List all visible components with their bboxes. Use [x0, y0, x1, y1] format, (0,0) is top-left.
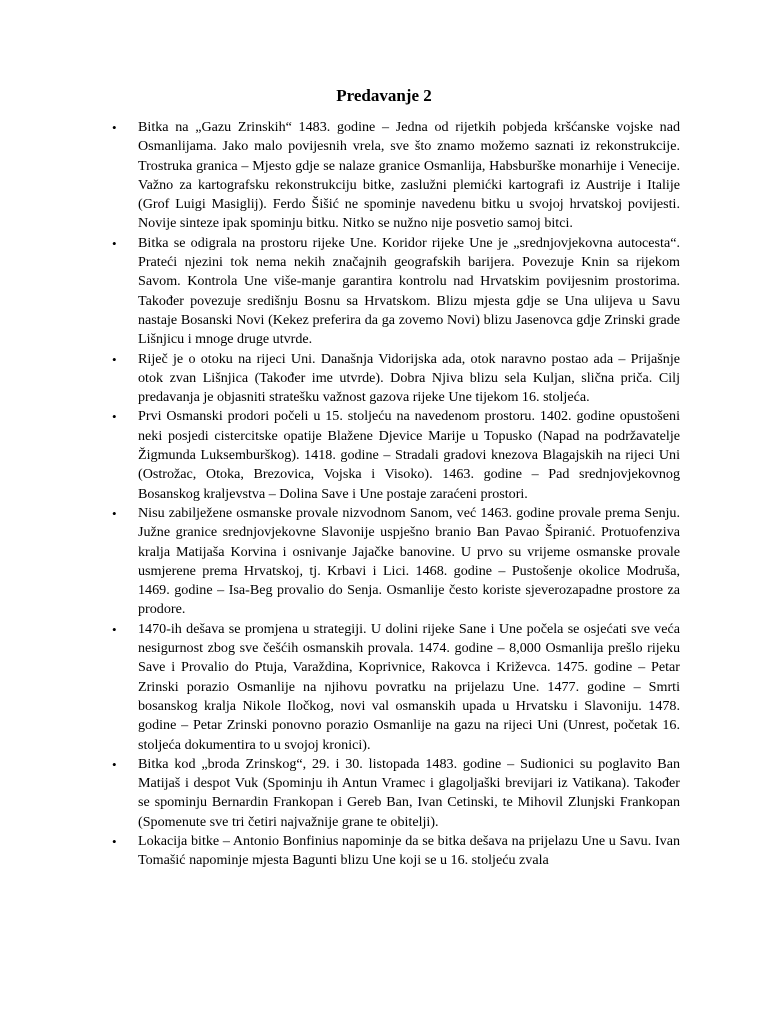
- bullet-icon: •: [112, 120, 117, 135]
- bullet-icon: •: [112, 235, 117, 251]
- bullet-icon: •: [112, 409, 117, 425]
- paragraph-text: Riječ je o otoku na rijeci Uni. Današnja Vidorijska ada, otok naravno postao ada – Prijašnje otok zvan Lišnjica (Također ime utvrde). Dobra Njiva blizu sela Kuljan, slična priča. Cilj predavanja je objasniti stratešku važnost gazova rijeke Une tijekom 16. stoljeća.: [138, 350, 680, 406]
- bullet-icon: •: [112, 833, 117, 849]
- paragraph-text: Bitka kod „broda Zrinskog“, 29. i 30. listopada 1483. godine – Sudionici su poglavito Ban Matijaš i despot Vuk (Spominju ih Antun Vramec i glagoljaški brevijari iz Vatikana). Također se spominju Bernardin Frankopan i Gereb Ban, Ivan Cetinski, te Mihovil Zlunjski Frankopan (Spomenute sve tri četiri najvažnije grane te obitelji).: [138, 755, 680, 830]
- paragraph-text: Lokacija bitke – Antonio Bonfinius napominje da se bitka dešava na prijelazu Une u Savu. Ivan Tomašić napominje mjesta Bagunti blizu Une koji se u 16. stoljeću zvala: [138, 832, 680, 869]
- list-item: [108, 118, 680, 234]
- list-item: [108, 755, 680, 832]
- paragraph-text: Prvi Osmanski prodori počeli u 15. stoljeću na navedenom prostoru. 1402. godine opustošeni neki posjedi cistercitske opatije Blažene Djevice Marije u Topusko (Napad na podržavatelje Žigmunda Luksemburškog). 1418. godine – Stradali gradovi knezova Blagajskih na rijeci Uni (Ostrožac, Otoka, Brezovica, Vojska i Visoko). 1463. godine – Pad srednjovjekovnog Bosanskog kraljevstva – Dolina Save i Une postaje zaraćeni prostori.: [138, 408, 680, 502]
- list-item: [108, 350, 680, 408]
- lecture-bullet-list: [108, 118, 680, 871]
- page-title-text: Predavanje 2: [336, 86, 432, 105]
- list-item: [108, 832, 680, 871]
- bullet-icon: •: [112, 621, 117, 637]
- list-item: [108, 234, 680, 350]
- bullet-icon: •: [112, 756, 117, 772]
- list-item: [108, 504, 680, 620]
- bullet-icon: •: [112, 351, 117, 367]
- page-title: [0, 84, 768, 108]
- paragraph-text: 1470-ih dešava se promjena u strategiji. U dolini rijeke Sane i Une počela se osjećati sve veća nesigurnost zbog sve češćih osmanskih provala. 1474. godine – 8,000 Osmanlija prešlo rijeku Save i Provalio do Ptuja, Varaždina, Koprivnice, Rakovca i Križevca. 1475. godine – Petar Zrinski porazio Osmanlije na njihovu povratku na prijelazu Une. 1477. godine – Smrti bosanskog kralja Nikole Iločkog, novi val osmanskih upada u Hrvatsku i Slavoniju. 1478. godine – Petar Zrinski ponovno porazio Osmanlije na gazu na rijeci Uni (Unrest, početak 16. stoljeća dokumentira to u svojoj kronici).: [138, 620, 680, 753]
- paragraph-text: Bitka se odigrala na prostoru rijeke Une. Koridor rijeke Une je „srednjovjekovna autocesta“. Prateći njezini tok nema nekih značajnih geografskih barijera. Povezuje Knin sa rijekom Savom. Kontrola Une više-manje garantira kontrolu nad Hrvatskim povijesnim prostorima. Također povezuje središnju Bosnu sa Hrvatskom. Blizu mjesta gdje se Una ulijeva u Savu nastaje Bosanski Novi (Kekez preferira da ga zovemo Novi) blizu Jasenovca gdje Zrinski grade Lišnjicu i mnoge druge utvrde.: [138, 234, 680, 348]
- list-item: [108, 620, 680, 755]
- list-item: [108, 407, 680, 503]
- bullet-icon: •: [112, 505, 117, 521]
- paragraph-text: Bitka na „Gazu Zrinskih“ 1483. godine – Jedna od rijetkih pobjeda kršćanske vojske nad Osmanlijama. Jako malo povijesnih vrela, sve što znamo možemo saznati iz rekonstrukcije. Trostruka granica – Mjesto gdje se nalaze granice Osmanlija, Habsburške monarhije i Venecije. Važno za kartografsku rekonstrukciju bitke, zaslužni plemićki kartografi iz Austrije i Italije (Grof Luigi Masiglij). Ferdo Šišić ne spominje navedenu bitku u svojoj hrvatskoj povijesti. Novije sinteze ipak spominju bitku. Nitko se nužno nije posvetio samoj bitci.: [138, 119, 680, 232]
- paragraph-text: Nisu zabilježene osmanske provale nizvodnom Sanom, već 1463. godine provale prema Senju. Južne granice srednjovjekovne Slavonije uspješno branio Ban Pavao Špiranić. Protuofenziva kralja Matijaša Korvina i osnivanje Jajačke banovine. U prvo su vrijeme osmanske provale usmjerene prema Hrvatskoj, tj. Krbavi i Lici. 1468. godine – Pustošenje okolice Modruša, 1469. godine – Isa-Beg provalio do Senja. Osmanlije često koriste sjeverozapadne prostore za prodore.: [138, 504, 680, 618]
